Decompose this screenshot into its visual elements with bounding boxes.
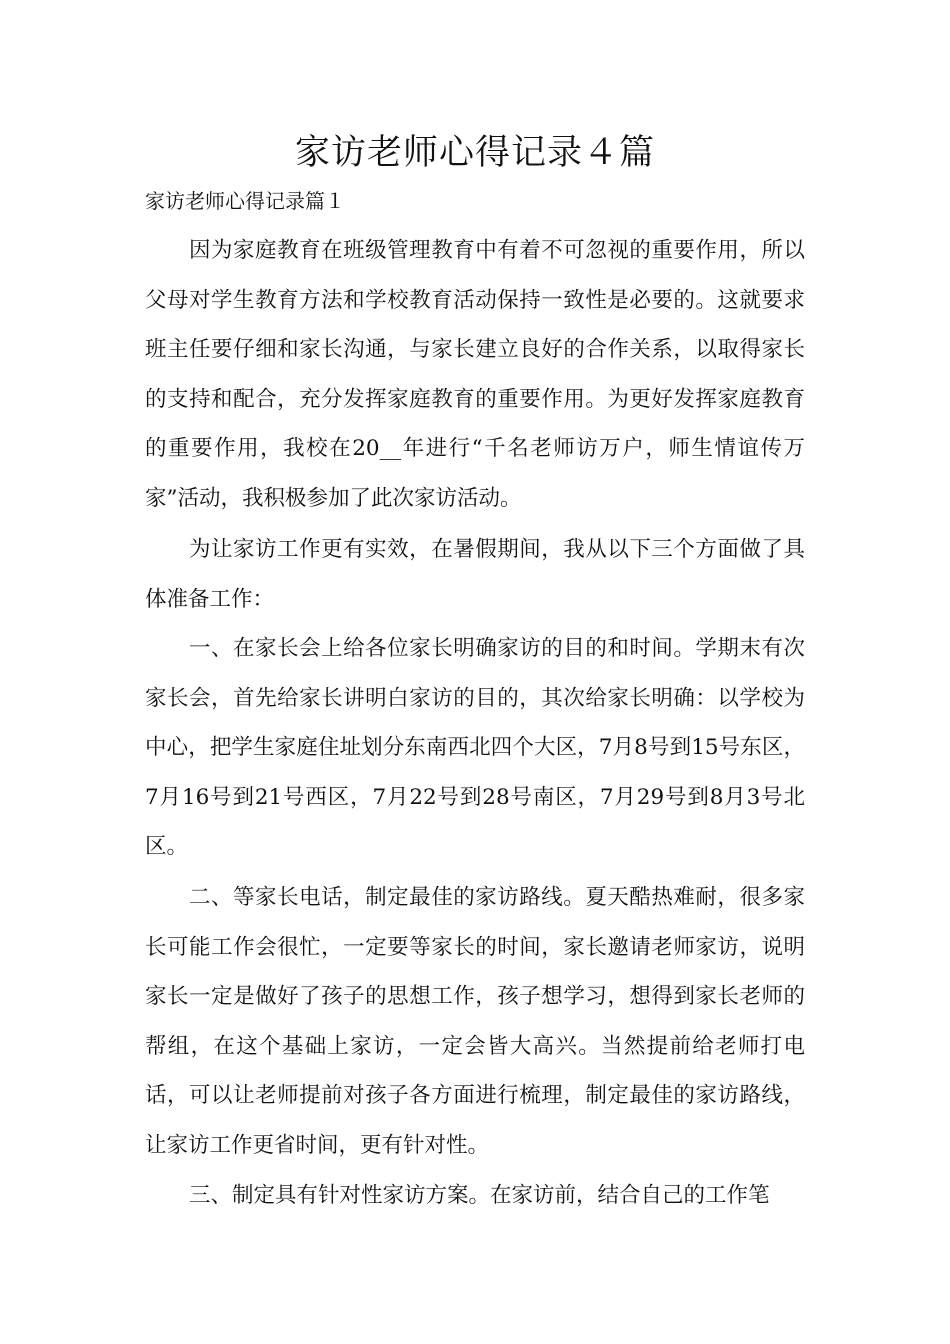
paragraph-1: 因为家庭教育在班级管理教育中有着不可忽视的重要作用，所以父母对学生教育方法和学校教育活动保持一致性是必要的。这就要求班主任要仔细和家长沟通，与家长建立良好的合作关系，以取得家长的支持和配合，充分发挥家庭教育的重要作用。为更好发挥家庭教育的重要作用，我校在20__年进行“千名老师访万户，师生情谊传万家”活动，我积极参加了此次家访活动。 bbox=[145, 238, 805, 511]
paragraph-5: 三、制定具有针对性家访方案。在家访前，结合自己的工作笔 bbox=[189, 1183, 770, 1208]
paragraph-2: 为让家访工作更有实效，在暑假期间，我从以下三个方面做了具体准备工作： bbox=[145, 537, 805, 612]
paragraph-4: 二、等家长电话，制定最佳的家访路线。夏天酷热难耐，很多家长可能工作会很忙，一定要等家长的时间，家长邀请老师家访，说明家长一定是做好了孩子的思想工作，孩子想学习，想得到家长老师的帮组，在这个基础上家访，一定会皆大高兴。当然提前给老师打电话，可以让老师提前对孩子各方面进行梳理，制定最佳的家访路线，让家访工作更省时间，更有针对性。 bbox=[145, 885, 805, 1158]
paragraph-3: 一、在家长会上给各位家长明确家访的目的和时间。学期末有次家长会，首先给家长讲明白家访的目的，其次给家长明确：以学校为中心，把学生家庭住址划分东南西北四个大区，7月8号到15号东区，7月16号到21号西区，7月22号到28号南区，7月29号到8月3号北区。 bbox=[145, 636, 805, 860]
section-heading: 家访老师心得记录篇１ bbox=[145, 189, 345, 213]
document-title: 家访老师心得记录４篇 bbox=[294, 133, 655, 173]
